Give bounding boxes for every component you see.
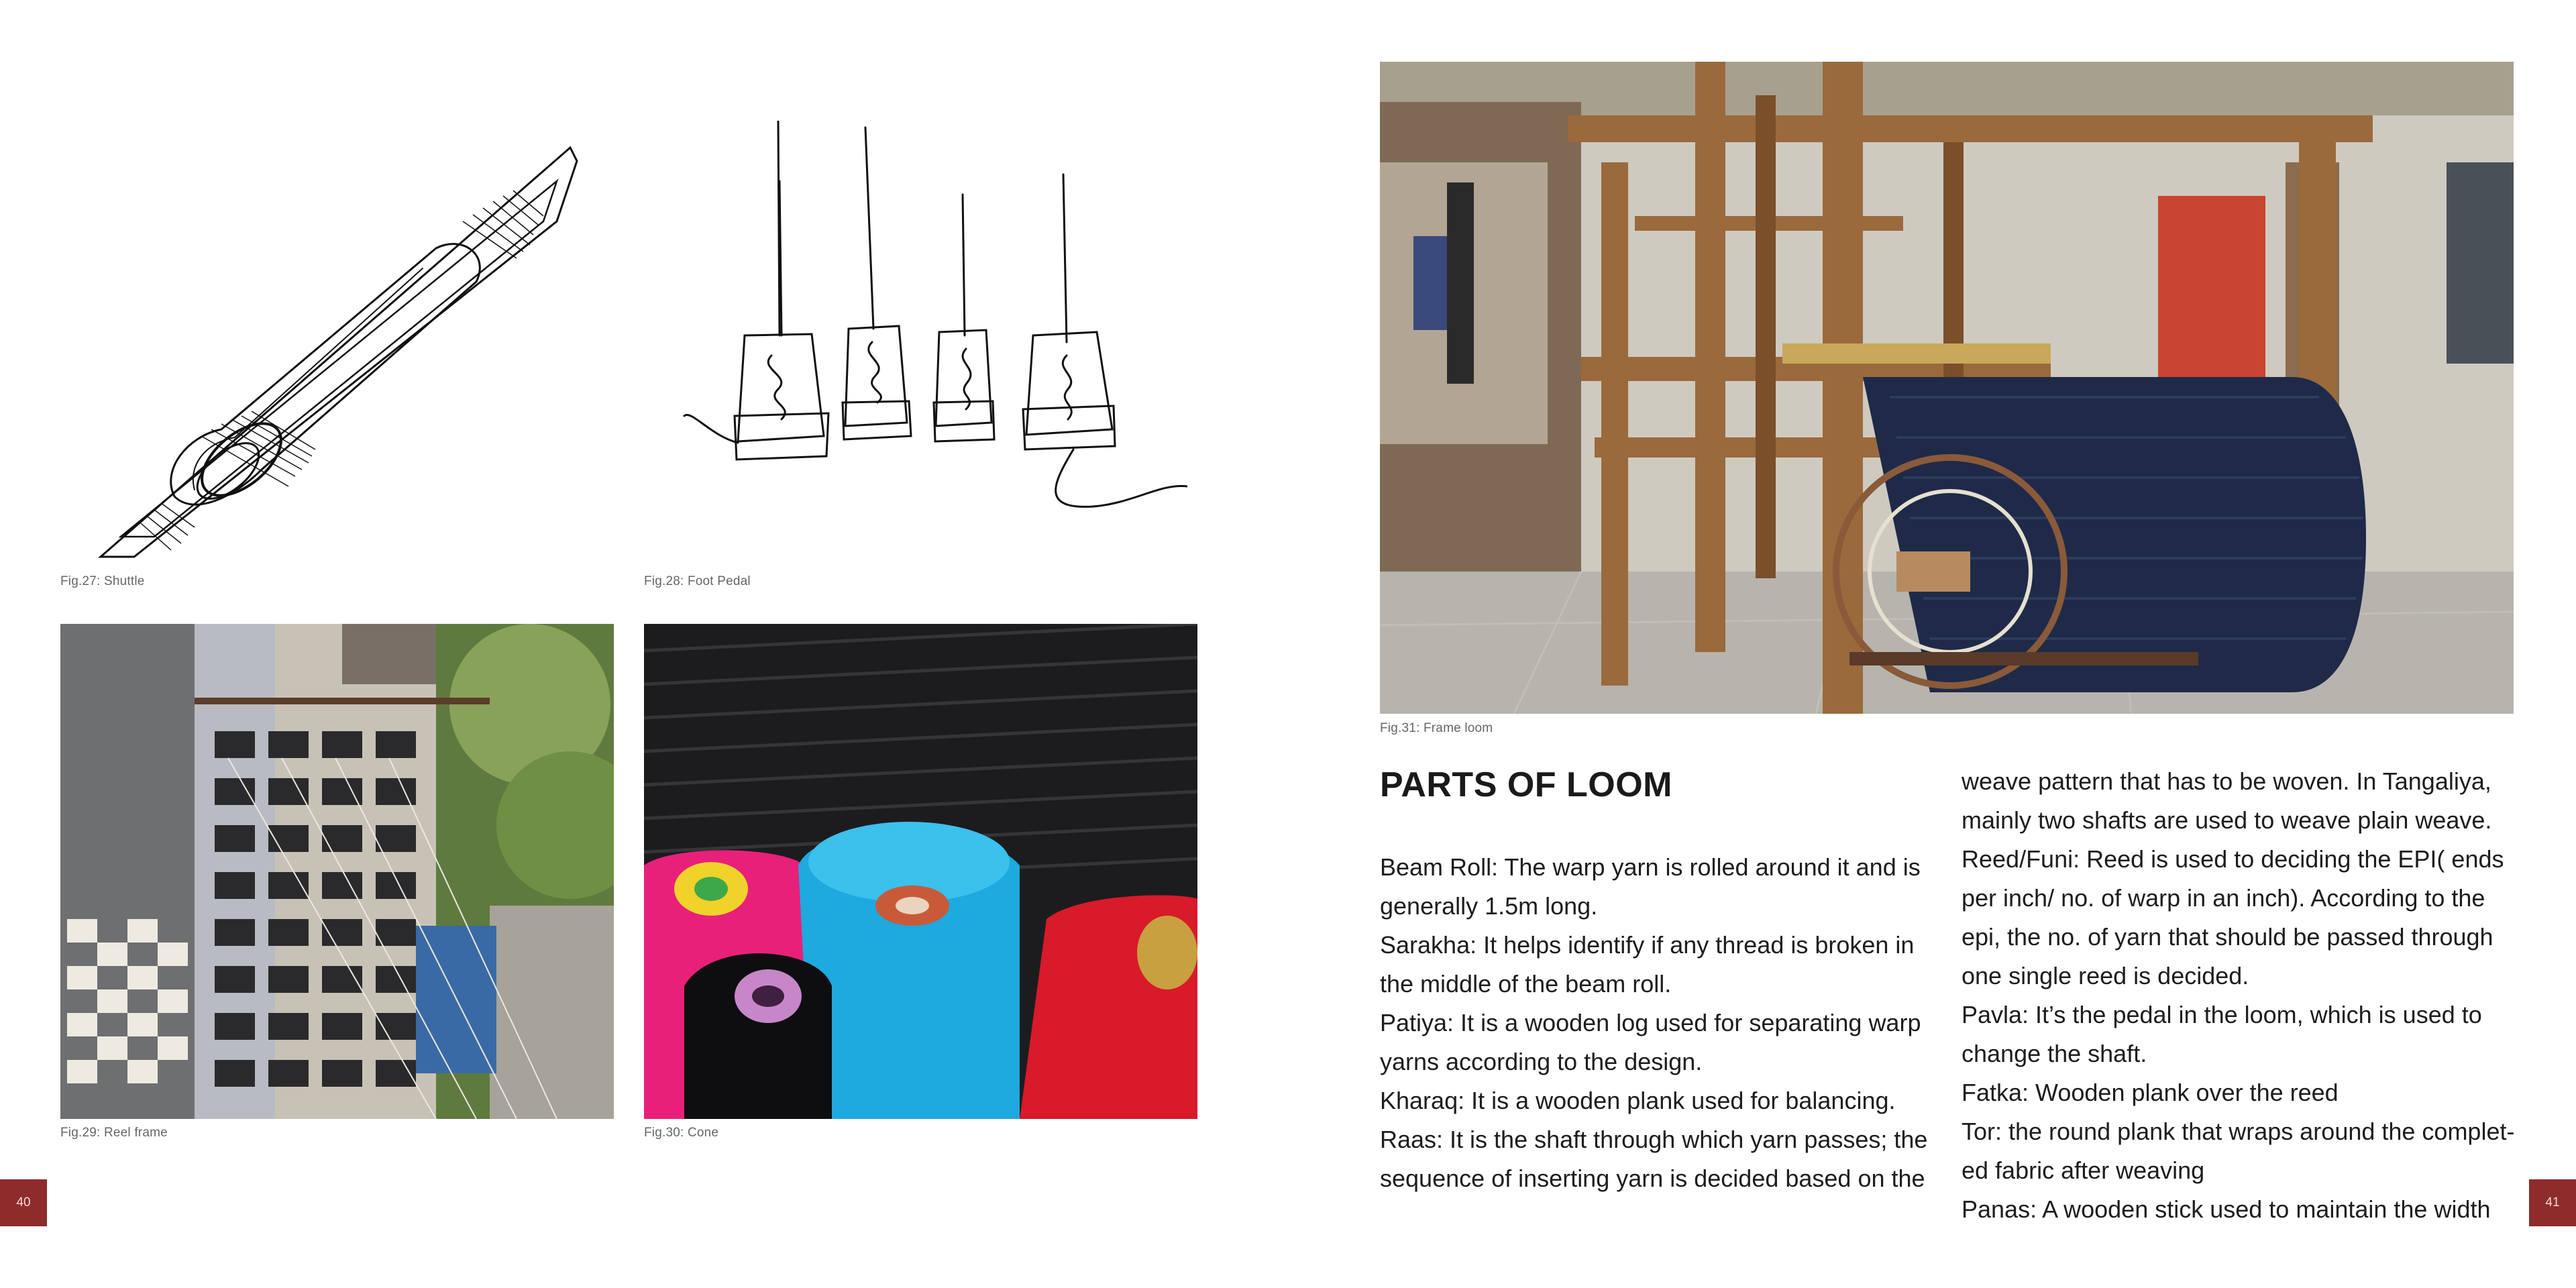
foot-pedal-sketch-icon [678, 121, 1187, 523]
paragraph-tor: Tor: the round plank that wraps around the complet-ed fabric after weaving [1962, 1118, 2515, 1184]
paragraph-fatka: Fatka: Wooden plank over the reed [1962, 1079, 2339, 1106]
paragraph-beam-roll: Beam Roll: The warp yarn is rolled around it and is generally 1.5m long. [1380, 853, 1921, 920]
caption-fig27: Fig.27: Shuttle [60, 574, 145, 588]
caption-fig30: Fig.30: Cone [644, 1126, 719, 1140]
paragraph-patiya: Patiya: It is a wooden log used for separating warp yarns according to the design. [1380, 1009, 1921, 1075]
paragraph-kharaq: Kharaq: It is a wooden plank used for balancing. [1380, 1087, 1896, 1114]
figure-cone [644, 624, 1197, 1119]
caption-fig29: Fig.29: Reel frame [60, 1126, 168, 1140]
reel-frame-photo [60, 624, 614, 1119]
caption-fig28: Fig.28: Foot Pedal [644, 574, 751, 588]
frame-loom-photo [1380, 62, 2514, 714]
figure-foot-pedal [678, 121, 1187, 523]
paragraph-pavla: Pavla: It’s the pedal in the loom, which is used to change the shaft. [1962, 1001, 2482, 1067]
caption-fig31: Fig.31: Frame loom [1380, 721, 1493, 735]
shuttle-sketch-icon [60, 121, 617, 570]
figure-shuttle [60, 121, 617, 570]
figure-frame-loom [1380, 62, 2514, 714]
figure-reel-frame [60, 624, 614, 1119]
page-number-right: 41 [2529, 1179, 2576, 1226]
yarn-cone-photo [644, 624, 1197, 1119]
paragraph-raas: Raas: It is the shaft through which yarn passes; the sequence of inserting yarn is decided based on the [1380, 1126, 1928, 1192]
section-title: PARTS OF LOOM [1380, 765, 1672, 804]
page-number-left: 40 [0, 1179, 47, 1226]
body-column-2 [1962, 762, 2518, 1229]
body-column-1 [1380, 848, 1937, 1198]
paragraph-reed-funi: Reed/Funi: Reed is used to deciding the EPI( ends per inch/ no. of warp in an inch). According to the epi, the no. of yarn that should be passed through one single reed is decided. [1962, 845, 2504, 989]
paragraph-sarakha: Sarakha: It helps identify if any thread is broken in the middle of the beam roll. [1380, 931, 1915, 998]
paragraph-raas-continued: weave pattern that has to be woven. In Tangaliya, mainly two shafts are used to weave plain weave. [1962, 767, 2492, 834]
paragraph-panas: Panas: A wooden stick used to maintain the width [1962, 1195, 2491, 1223]
